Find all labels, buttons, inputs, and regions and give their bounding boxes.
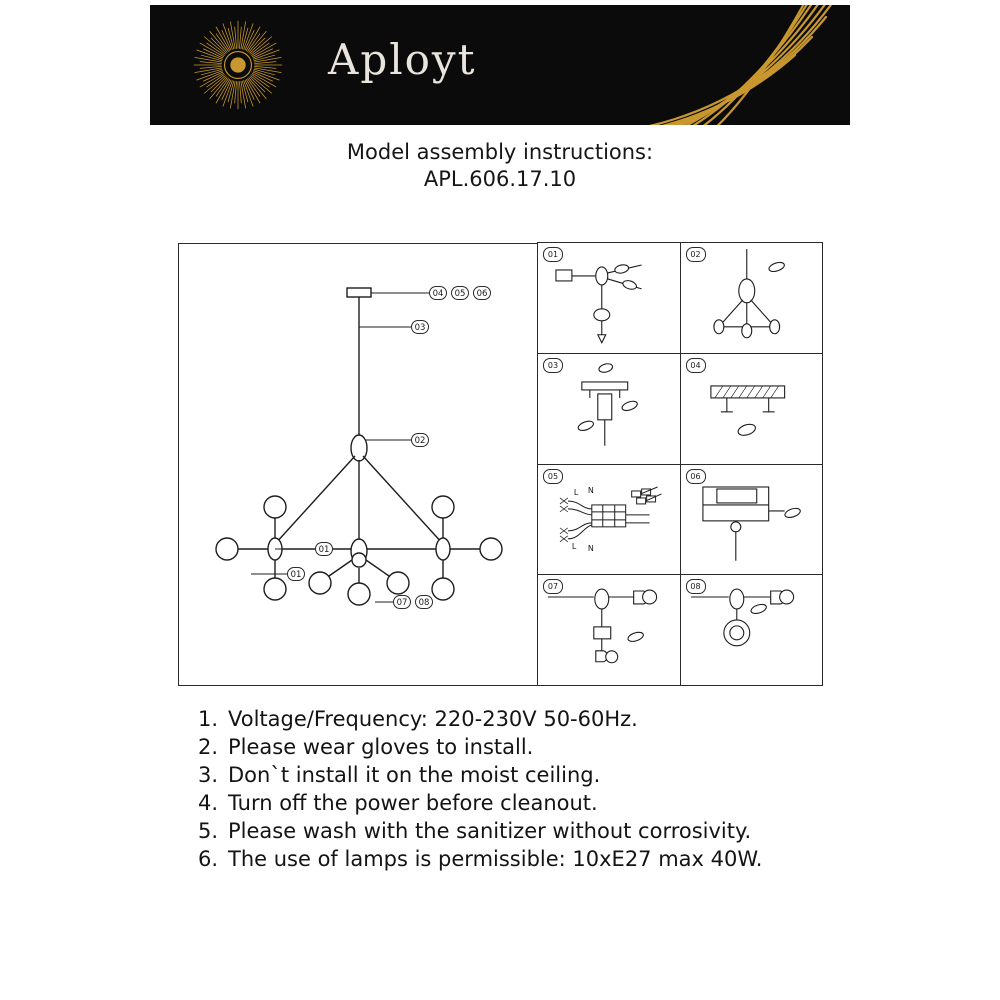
callout-04: 04 — [429, 286, 447, 300]
step-cell-01 — [537, 242, 681, 354]
note-number: 6. — [197, 847, 218, 871]
golden-fan-rays-icon — [550, 5, 850, 125]
step-number-03: 03 — [543, 358, 563, 373]
instruction-figures — [178, 243, 823, 686]
wire-label-l-bottom: L — [571, 541, 577, 551]
brand-banner — [150, 5, 850, 125]
note-text: Please wash with the sanitizer without corrosivity. — [228, 819, 752, 843]
note-text: Please wear gloves to install. — [228, 735, 534, 759]
step-cell-08 — [680, 574, 824, 686]
note-row — [182, 845, 862, 873]
callout-02: 02 — [411, 433, 429, 447]
step-number-06: 06 — [686, 469, 706, 484]
note-number: 5. — [197, 819, 218, 843]
step-cell-07 — [537, 574, 681, 686]
note-row — [182, 817, 862, 845]
wire-label-l-top: L — [573, 487, 579, 497]
callout-03: 03 — [411, 320, 429, 334]
note-row — [182, 705, 862, 733]
note-row — [182, 733, 862, 761]
instruction-notes — [182, 705, 862, 873]
model-number: APL.606.17.10 — [423, 167, 577, 191]
chandelier-drawing — [179, 244, 539, 687]
note-text: Don`t install it on the moist ceiling. — [228, 763, 601, 787]
callout-05: 05 — [451, 286, 469, 300]
note-row — [182, 789, 862, 817]
note-number: 3. — [197, 763, 218, 787]
step-number-05: 05 — [543, 469, 563, 484]
callout-07: 07 — [393, 595, 411, 609]
note-text: Voltage/Frequency: 220-230V 50-60Hz. — [228, 707, 638, 731]
step-cell-03 — [537, 353, 681, 465]
note-text: Turn off the power before cleanout. — [228, 791, 598, 815]
step-cell-04 — [680, 353, 824, 465]
step-number-04: 04 — [686, 358, 706, 373]
note-row — [182, 761, 862, 789]
note-number: 4. — [197, 791, 218, 815]
callout-01-b: 01 — [287, 567, 305, 581]
step-number-01: 01 — [543, 247, 563, 262]
step-grid — [538, 243, 823, 686]
wire-label-n-top: N — [587, 485, 594, 495]
callout-01-a: 01 — [315, 542, 333, 556]
step-cell-06 — [680, 464, 824, 576]
page-title: Model assembly instructions: — [346, 140, 654, 164]
step-number-02: 02 — [686, 247, 706, 262]
callout-06: 06 — [473, 286, 491, 300]
sunburst-logo-icon — [190, 17, 286, 113]
note-text: The use of lamps is permissible: 10xE27 max 40W. — [228, 847, 763, 871]
step-number-07: 07 — [543, 579, 563, 594]
step-cell-02 — [680, 242, 824, 354]
chandelier-assembly-diagram — [178, 243, 538, 686]
wire-label-n-bottom: N — [587, 543, 594, 553]
step-cell-05 — [537, 464, 681, 576]
note-number: 1. — [197, 707, 218, 731]
note-number: 2. — [197, 735, 218, 759]
callout-08: 08 — [415, 595, 433, 609]
brand-name: Aployt — [328, 35, 477, 84]
step-number-08: 08 — [686, 579, 706, 594]
